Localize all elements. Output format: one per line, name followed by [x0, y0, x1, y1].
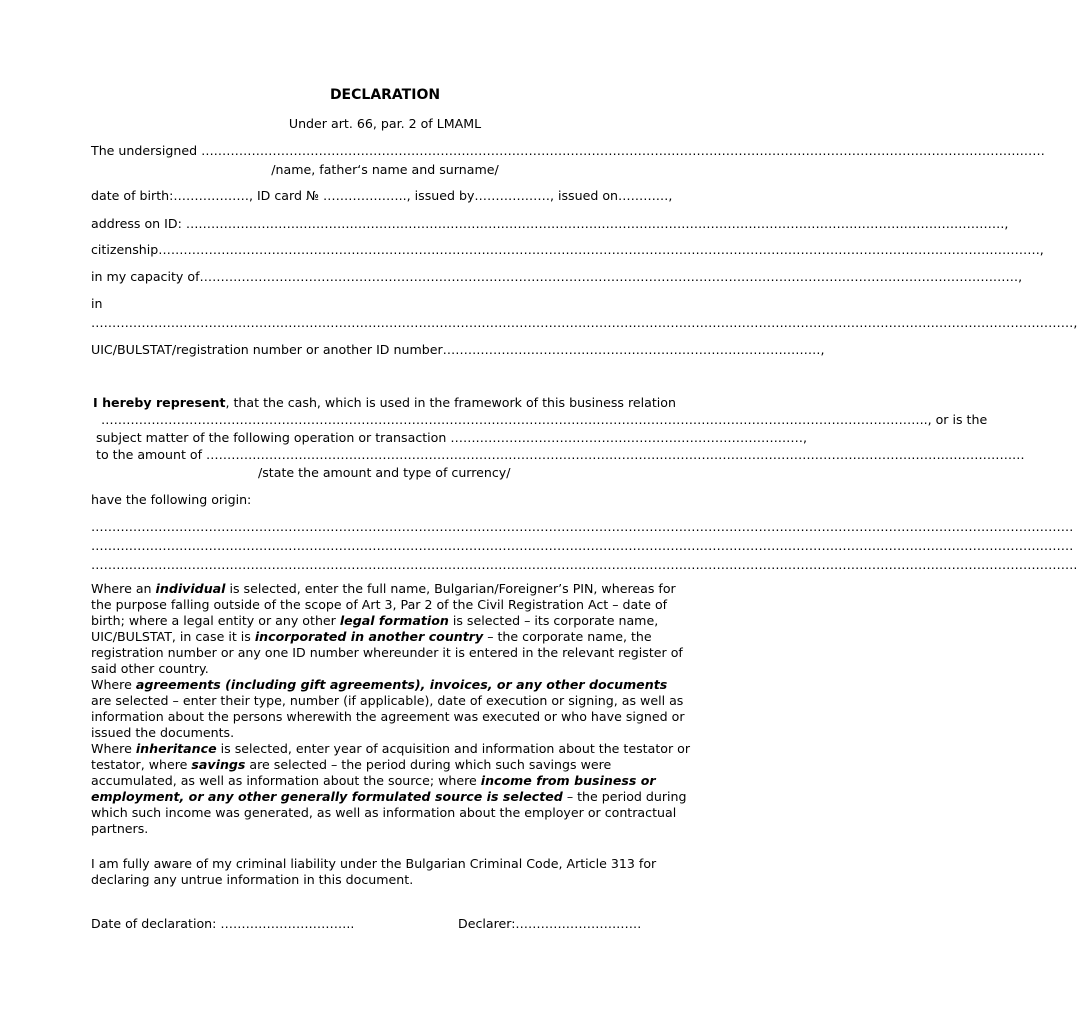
declarer-signature-field[interactable]: Declarer:…………………………	[458, 916, 642, 931]
instruction-emphasis: savings	[191, 757, 246, 772]
instruction-text: is selected, enter the full name, Bulgarian/Foreigner’s PIN, whereas for the purpose falling outside of the scope of Art 3, Par 2 of the Civil Registration Act – date of birth; where a legal entity or any other	[91, 581, 676, 628]
represent-line-1-text: , that the cash, which is used in the framework of this business relation	[225, 395, 676, 410]
represent-relation-field[interactable]: …………………………………………………………………………………………………………………………………………………………………………….., or is the	[101, 412, 988, 427]
represent-lead: I hereby represent	[93, 395, 226, 410]
instruction-text: Where	[91, 741, 136, 756]
instructions-block	[91, 581, 691, 837]
origin-field-3[interactable]: ……………………………………………………………………………………………………………………………………………………………………………………………………………….	[91, 557, 1077, 572]
name-hint: /name, father‘s name and surname/	[271, 162, 499, 177]
instruction-text: – the period during which such income was generated, as well as information about the employer or contractual partners.	[91, 789, 687, 836]
instruction-text: are selected – enter their type, number (if applicable), date of execution or signing, as well as information about the persons wherewith the agreement was executed or who have signed or issued the documents.	[91, 693, 685, 740]
instruction-text: is selected – its corporate name, UIC/BULSTAT, in case it is	[91, 613, 659, 644]
instruction-individual-paragraph	[91, 581, 691, 677]
instruction-emphasis: inheritance	[135, 741, 217, 756]
instruction-text: are selected – the period during which such savings were accumulated, as well as information about the source; where	[91, 757, 612, 788]
amount-field[interactable]: to the amount of ……………………………………………………………………………………………………………………………………………………………………………	[96, 447, 1025, 462]
instruction-text: is selected, enter year of acquisition and information about the testator or testator, where	[91, 741, 691, 772]
instruction-inheritance-paragraph	[91, 741, 691, 837]
origin-field-2[interactable]: ………………………………………………………………………………………………………………………………………………………………………………………………………………	[91, 538, 1074, 553]
uic-field[interactable]: UIC/BULSTAT/registration number or another ID number………………………………………………………………………………,	[91, 342, 825, 357]
instruction-emphasis: individual	[155, 581, 226, 596]
in-label: in	[91, 296, 103, 311]
document-subtitle: Under art. 66, par. 2 of LMAML	[288, 116, 482, 131]
instruction-emphasis: incorporated in another country	[254, 629, 484, 644]
amount-hint: /state the amount and type of currency/	[258, 465, 511, 480]
instruction-text: Where	[91, 677, 136, 692]
instruction-emphasis: legal formation	[339, 613, 449, 628]
address-field[interactable]: address on ID: ……………………………………………………………………………………………………………………………………………………………………………,	[91, 216, 1009, 231]
birth-id-field[interactable]: date of birth:………………, ID card № ……………….., issued by………………, issued on…………,	[91, 188, 673, 203]
document-title: DECLARATION	[329, 87, 441, 103]
instruction-agreements-paragraph	[91, 677, 691, 741]
origin-label: have the following origin:	[91, 492, 252, 507]
instruction-text: – the corporate name, the registration number or any one ID number whereunder it is entered in the relevant register of said other country.	[91, 629, 683, 676]
liability-statement: I am fully aware of my criminal liability under the Bulgarian Criminal Code, Article 313 for declaring any untrue information in this document.	[91, 856, 657, 887]
instruction-emphasis: income from business or employment, or any other generally formulated source is selected	[91, 773, 656, 804]
capacity-field[interactable]: in my capacity of……………………………………………………………………………………………………………………………………………………………………………,	[91, 269, 1023, 284]
instruction-emphasis: agreements (including gift agreements), invoices, or any other documents	[135, 677, 668, 692]
instruction-text: Where an	[91, 581, 156, 596]
in-field[interactable]: ………………………………………………………………………………………………………………………………………………………………………………………………………………,	[91, 315, 1077, 330]
transaction-field[interactable]: subject matter of the following operation or transaction …………………………………………………………………………,	[96, 430, 807, 445]
undersigned-field[interactable]: The undersigned …………………………………………………………………………………………………………………………………………………………………………………	[91, 143, 1045, 158]
citizenship-field[interactable]: citizenship…………………………………………………………………………………………………………………………………………………………………………………………,	[91, 242, 1044, 257]
declaration-date-field[interactable]: Date of declaration: …………………………..	[91, 916, 355, 931]
represent-line-1	[93, 395, 676, 411]
origin-field-1[interactable]: ………………………………………………………………………………………………………………………………………………………………………………………………………………	[91, 519, 1074, 534]
